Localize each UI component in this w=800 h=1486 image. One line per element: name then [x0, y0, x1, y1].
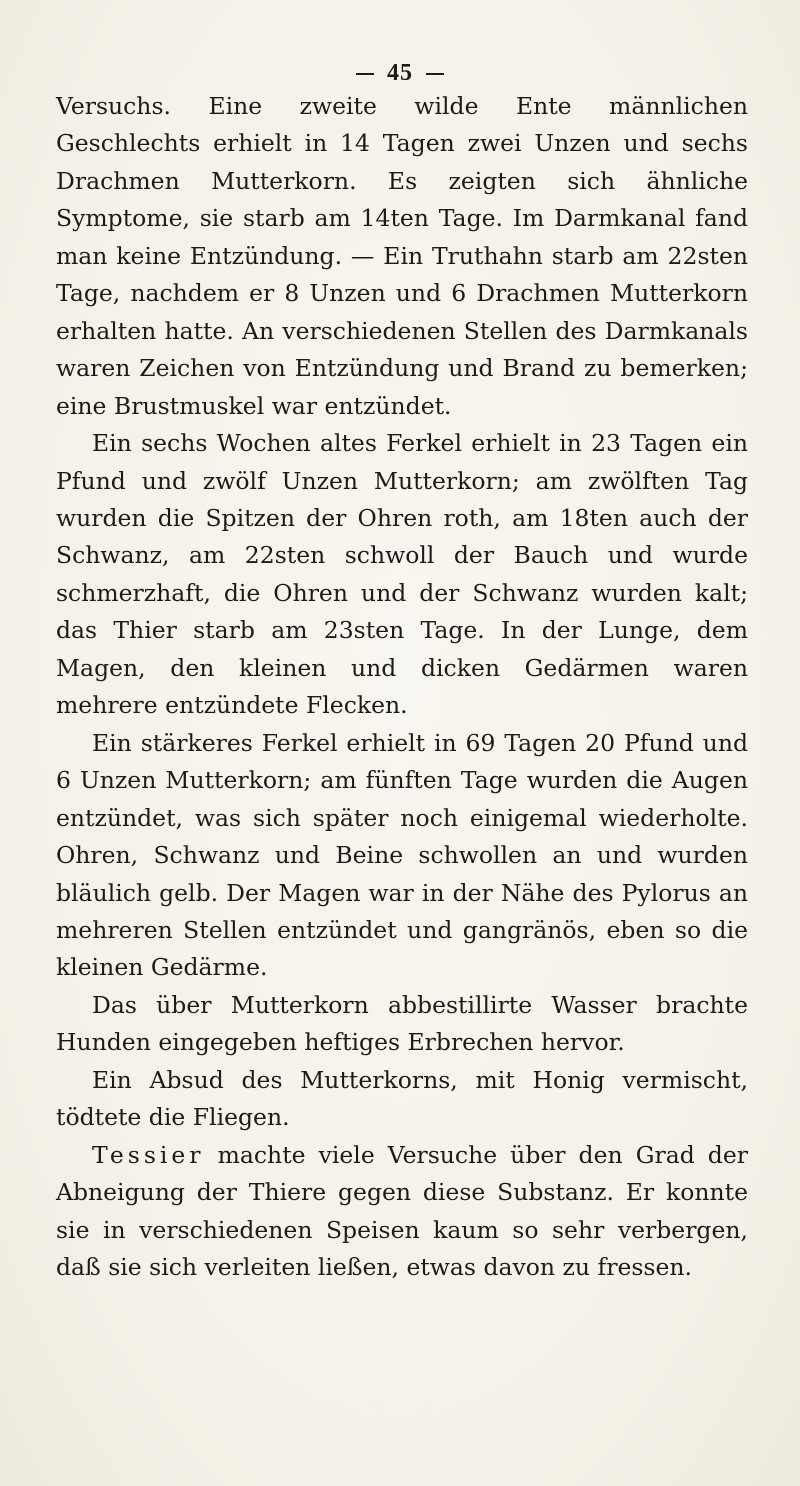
- paragraph: Das über Mutterkorn abbestillirte Wasser brachte Hunden eingegeben heftiges Erbrechen hervor.: [56, 990, 748, 1057]
- header-dash-left: [356, 73, 374, 75]
- paragraph: Versuchs. Eine zweite wilde Ente männlichen Geschlechts erhielt in 14 Tagen zwei Unzen und sechs Drachmen Mutterkorn. Es zeigten sich ähnliche Symptome, sie starb am 14ten Tage. Im Darmkanal fand man keine Entzündung. — Ein Truthahn starb am 22sten Tage, nachdem er 8 Unzen und 6 Drachmen Mutterkorn erhalten hatte. An verschiedenen Stellen des Darmkanals waren Zeichen von Entzündung und Brand zu bemerken; eine Brustmuskel war entzündet.: [56, 92, 748, 420]
- paragraph: Ein Absud des Mutterkorns, mit Honig vermischt, tödtete die Fliegen.: [56, 1065, 748, 1132]
- paragraph-text: machte viele Versuche über den Grad der Abneigung der Thiere gegen diese Substanz. Er konnte sie in verschiedenen Speisen kaum so sehr verbergen, daß sie sich verleiten ließen, etwas davon zu fressen.: [56, 1140, 748, 1282]
- page-number: 45: [387, 60, 413, 86]
- body-text: [56, 88, 748, 1287]
- paragraph: Ein stärkeres Ferkel erhielt in 69 Tagen 20 Pfund und 6 Unzen Mutterkorn; am fünften Tage wurden die Augen entzündet, was sich später noch einigemal wiederholte. Ohren, Schwanz und Beine schwollen an und wurden bläulich gelb. Der Magen war in der Nähe des Pylorus an mehreren Stellen entzündet und gangränös, eben so die kleinen Gedärme.: [56, 728, 748, 982]
- paragraph: [56, 1137, 748, 1287]
- paragraph: Ein sechs Wochen altes Ferkel erhielt in 23 Tagen ein Pfund und zwölf Unzen Mutterkorn; am zwölften Tag wurden die Spitzen der Ohren roth, am 18ten auch der Schwanz, am 22sten schwoll der Bauch und wurde schmerzhaft, die Ohren und der Schwanz wurden kalt; das Thier starb am 23sten Tage. In der Lunge, dem Magen, den kleinen und dicken Gedärmen waren mehrere entzündete Flecken.: [56, 429, 748, 720]
- header-dash-right: [426, 73, 444, 75]
- author-name: Tessier: [92, 1140, 205, 1169]
- page-header: [0, 60, 800, 87]
